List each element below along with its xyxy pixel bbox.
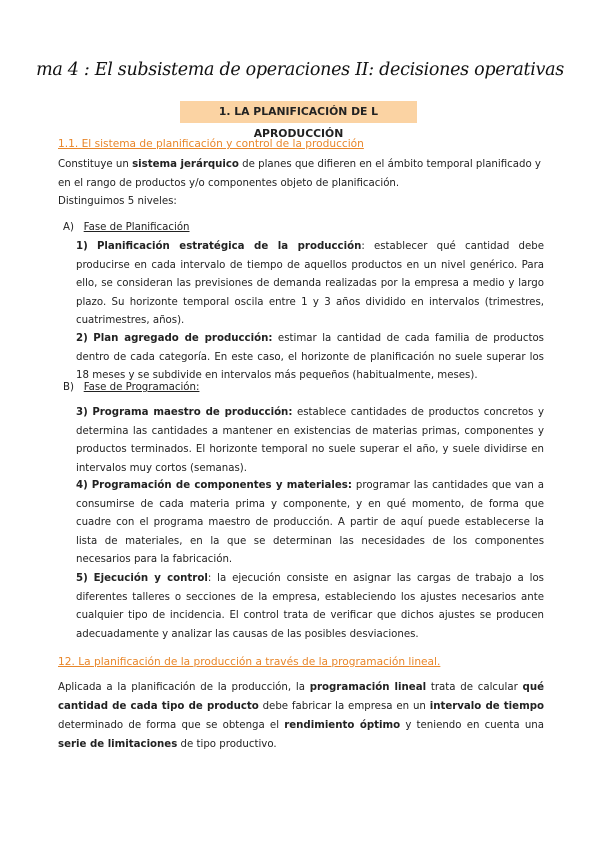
list-item: 1) Planificación estratégica de la producción: establecer qué cantidad debe producirse en cada intervalo de tiempo de aquellos productos en un nivel genérico. Para ello, se consideran las previsiones de demanda realizadas por la empresa a medio y largo plazo. Su horizonte temporal oscila entre 1 y 3 años dividido en intervalos (trimestres, cuatrimestres, años). <box>76 241 544 326</box>
phase-a: A) Fase de Planificación <box>63 222 190 233</box>
section-heading-1-2: 12. La planificación de la producción a través de la programación lineal. <box>58 656 441 668</box>
intro-levels-text: Distinguimos 5 niveles: <box>58 196 177 207</box>
list-item: 2) Plan agregado de producción: estimar la cantidad de cada familia de productos dentro de cada categoría. En este caso, el horizonte de planificación no suele superar los 18 meses y se subdivide en intervalos más pequeños (habitualmente, meses). <box>76 333 544 381</box>
intro-paragraph: Constituye un sistema jerárquico de planes que difieren en el ámbito temporal planificado y en el rango de productos y/o componentes objeto de planificación. Distinguimos 5 niveles: <box>58 156 548 212</box>
page-title: ma 4 : El subsistema de operaciones II: decisiones operativas <box>36 60 564 80</box>
intro-bold-term: sistema jerárquico <box>132 159 239 170</box>
section-heading-1-1: 1.1. El sistema de planificación y control de la producción <box>58 138 364 150</box>
main-section-heading: 1. LA PLANIFICACIÓN DE L APRODUCCIÓN <box>180 101 417 123</box>
list-item: 3) Programa maestro de producción: establece cantidades de productos concretos y determina las cantidades a mantener en existencias de materias primas, componentes y productos terminados. El horizonte temporal no suele superar el año, y suele dividirse en intervalos muy cortos (semanas). <box>76 407 544 474</box>
phase-b: B) Fase de Programación: <box>63 382 200 393</box>
list-item: 4) Programación de componentes y materiales: programar las cantidades que van a consumirse de cada materia prima y componente, y en qué momento, de forma que cuadre con el programa maestro de producción. A partir de aquí puede establecerse la lista de materiales, en la que se determinan las necesidades de los componentes necesarios para la fabricación. <box>76 480 544 565</box>
list-item: 5) Ejecución y control: la ejecución consiste en asignar las cargas de trabajo a los diferentes talleres o secciones de la empresa, estableciendo los ajustes necesarios ante cualquier tipo de incidencia. El control trata de verificar que dichos ajustes se producen adecuadamente y analizar las causas de las posibles desviaciones. <box>76 573 544 640</box>
linear-programming-paragraph: Aplicada a la planificación de la producción, la programación lineal trata de calcular qué cantidad de cada tipo de producto debe fabricar la empresa en un intervalo de tiempo determinado de forma que se obtenga el rendimiento óptimo y teniendo en cuenta una serie de limitaciones de tipo productivo. <box>58 682 544 750</box>
